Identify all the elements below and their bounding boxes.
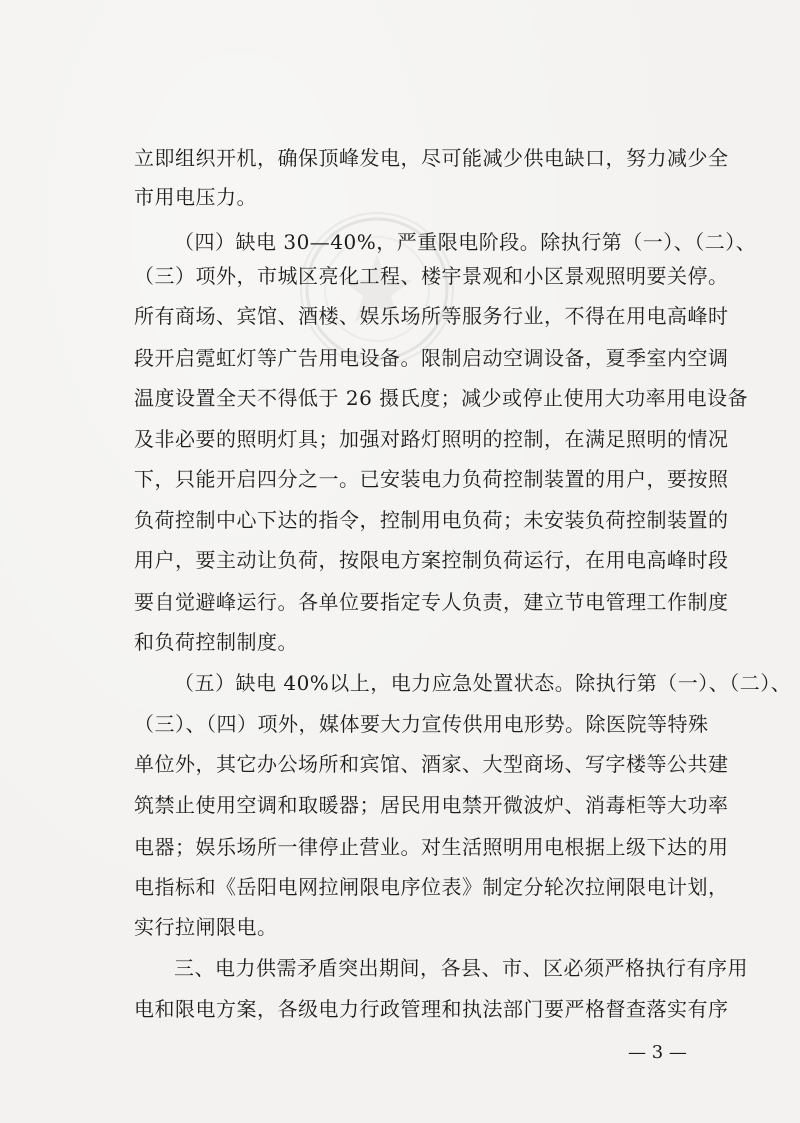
body-text-line: 电指标和《岳阳电网拉闸限电序位表》制定分轮次拉闸限电计划， bbox=[134, 875, 729, 899]
body-text-line: 电和限电方案，各级电力行政管理和执法部门要严格督查落实有序 bbox=[134, 997, 729, 1021]
body-text-line: 筑禁止使用空调和取暖器；居民用电禁开微波炉、消毒柜等大功率 bbox=[134, 793, 729, 817]
body-text-line: 要自觉避峰运行。各单位要指定专人负责，建立节电管理工作制度 bbox=[134, 590, 729, 614]
section-heading-5: （五）缺电 40%以上，电力应急处置状态。除执行第（一）、（二）、 bbox=[174, 671, 792, 695]
body-text-line: 单位外，其它办公场所和宾馆、酒家、大型商场、写字楼等公共建 bbox=[134, 752, 729, 776]
body-text-line: 立即组织开机，确保顶峰发电，尽可能减少供电缺口，努力减少全 bbox=[134, 146, 729, 170]
body-text-line: 实行拉闸限电。 bbox=[134, 915, 278, 939]
body-text-line: 市用电压力。 bbox=[134, 185, 257, 209]
body-text-line: 所有商场、宾馆、酒楼、娱乐场所等服务行业，不得在用电高峰时 bbox=[134, 304, 729, 328]
body-text-line: （三）项外，市城区亮化工程、楼宇景观和小区景观照明要关停。 bbox=[134, 264, 729, 288]
section-heading-3: 三、电力供需矛盾突出期间，各县、市、区必须严格执行有序用 bbox=[174, 956, 748, 980]
page-number: — 3 — bbox=[628, 1042, 687, 1063]
body-text-line: 负荷控制中心下达的指令，控制用电负荷；未安装负荷控制装置的 bbox=[134, 508, 729, 532]
body-text-line: 温度设置全天不得低于 26 摄氏度；减少或停止使用大功率用电设备 bbox=[134, 386, 749, 410]
body-text-line: 及非必要的照明灯具；加强对路灯照明的控制，在满足照明的情况 bbox=[134, 427, 729, 451]
section-heading-4: （四）缺电 30—40%，严重限电阶段。除执行第（一）、（二）、 bbox=[174, 230, 757, 254]
body-text-line: 用户，要主动让负荷，按限电方案控制负荷运行，在用电高峰时段 bbox=[134, 548, 729, 572]
body-text-line: 和负荷控制制度。 bbox=[134, 630, 298, 654]
body-text-line: 下，只能开启四分之一。已安装电力负荷控制装置的用户，要按照 bbox=[134, 467, 729, 491]
body-text-line: 段开启霓虹灯等广告用电设备。限制启动空调设备，夏季室内空调 bbox=[134, 346, 729, 370]
body-text-line: （三）、（四）项外，媒体要大力宣传供用电形势。除医院等特殊 bbox=[134, 712, 709, 736]
body-text-line: 电器；娱乐场所一律停止营业。对生活照明用电根据上级下达的用 bbox=[134, 835, 729, 859]
